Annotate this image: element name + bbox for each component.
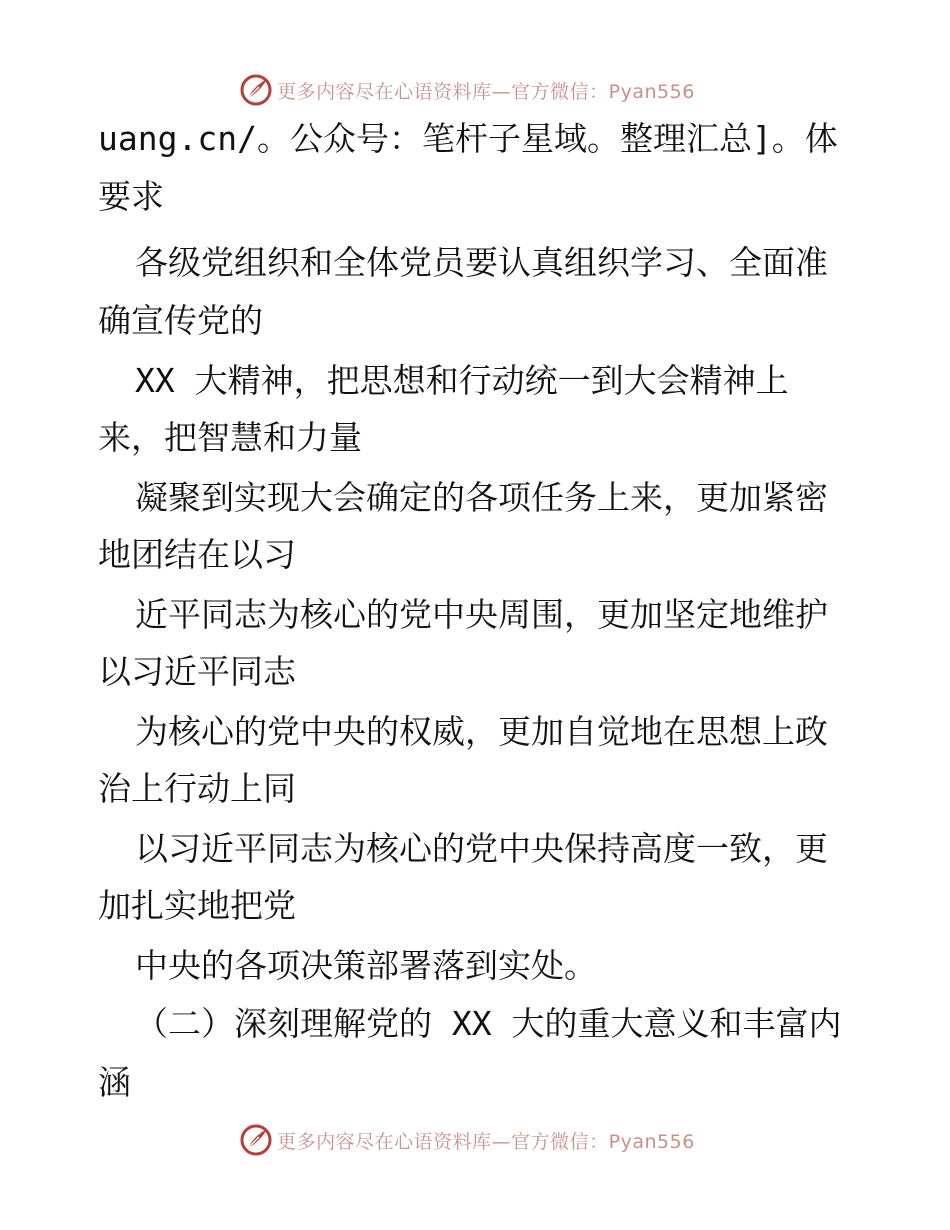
- body-line: 凝聚到实现大会确定的各项任务上来，更加紧密: [135, 478, 828, 517]
- body-line: 地团结在以习: [98, 535, 296, 574]
- header-watermark-banner: [0, 70, 950, 110]
- body-line: 涵: [98, 1063, 131, 1102]
- body-line: 近平同志为核心的党中央周围，更加坚定地维护: [135, 595, 828, 634]
- section-heading: （二）深刻理解党的 XX 大的重大意义和丰富内: [135, 1004, 842, 1043]
- body-line: 治上行动上同: [98, 769, 296, 808]
- footer-watermark-banner: [0, 1120, 950, 1160]
- body-line: 中央的各项决策部署落到实处。: [135, 946, 597, 985]
- body-line: XX 大精神，把思想和行动统一到大会精神上: [135, 361, 789, 400]
- body-line: 各级党组织和全体党员要认真组织学习、全面准: [135, 243, 828, 282]
- header-banner-text: 更多内容尽在心语资料库—官方微信：Pyan556: [277, 80, 695, 103]
- body-line: uang.cn/。公众号：笔杆子星域。整理汇总]。体: [98, 119, 838, 158]
- body-line: 要求: [98, 177, 164, 216]
- body-line: 来，把智慧和力量: [98, 418, 362, 457]
- body-line: 为核心的党中央的权威，更加自觉地在思想上政: [135, 712, 828, 751]
- feather-pen-logo-icon: [239, 1123, 273, 1157]
- body-line: 确宣传党的: [98, 301, 263, 340]
- body-line: 加扎实地把党: [98, 886, 296, 925]
- body-line: 以习近平同志: [98, 652, 296, 691]
- feather-pen-logo-icon: [239, 73, 273, 107]
- body-line: 以习近平同志为核心的党中央保持高度一致，更: [135, 829, 828, 868]
- footer-banner-text: 更多内容尽在心语资料库—官方微信：Pyan556: [277, 1130, 695, 1153]
